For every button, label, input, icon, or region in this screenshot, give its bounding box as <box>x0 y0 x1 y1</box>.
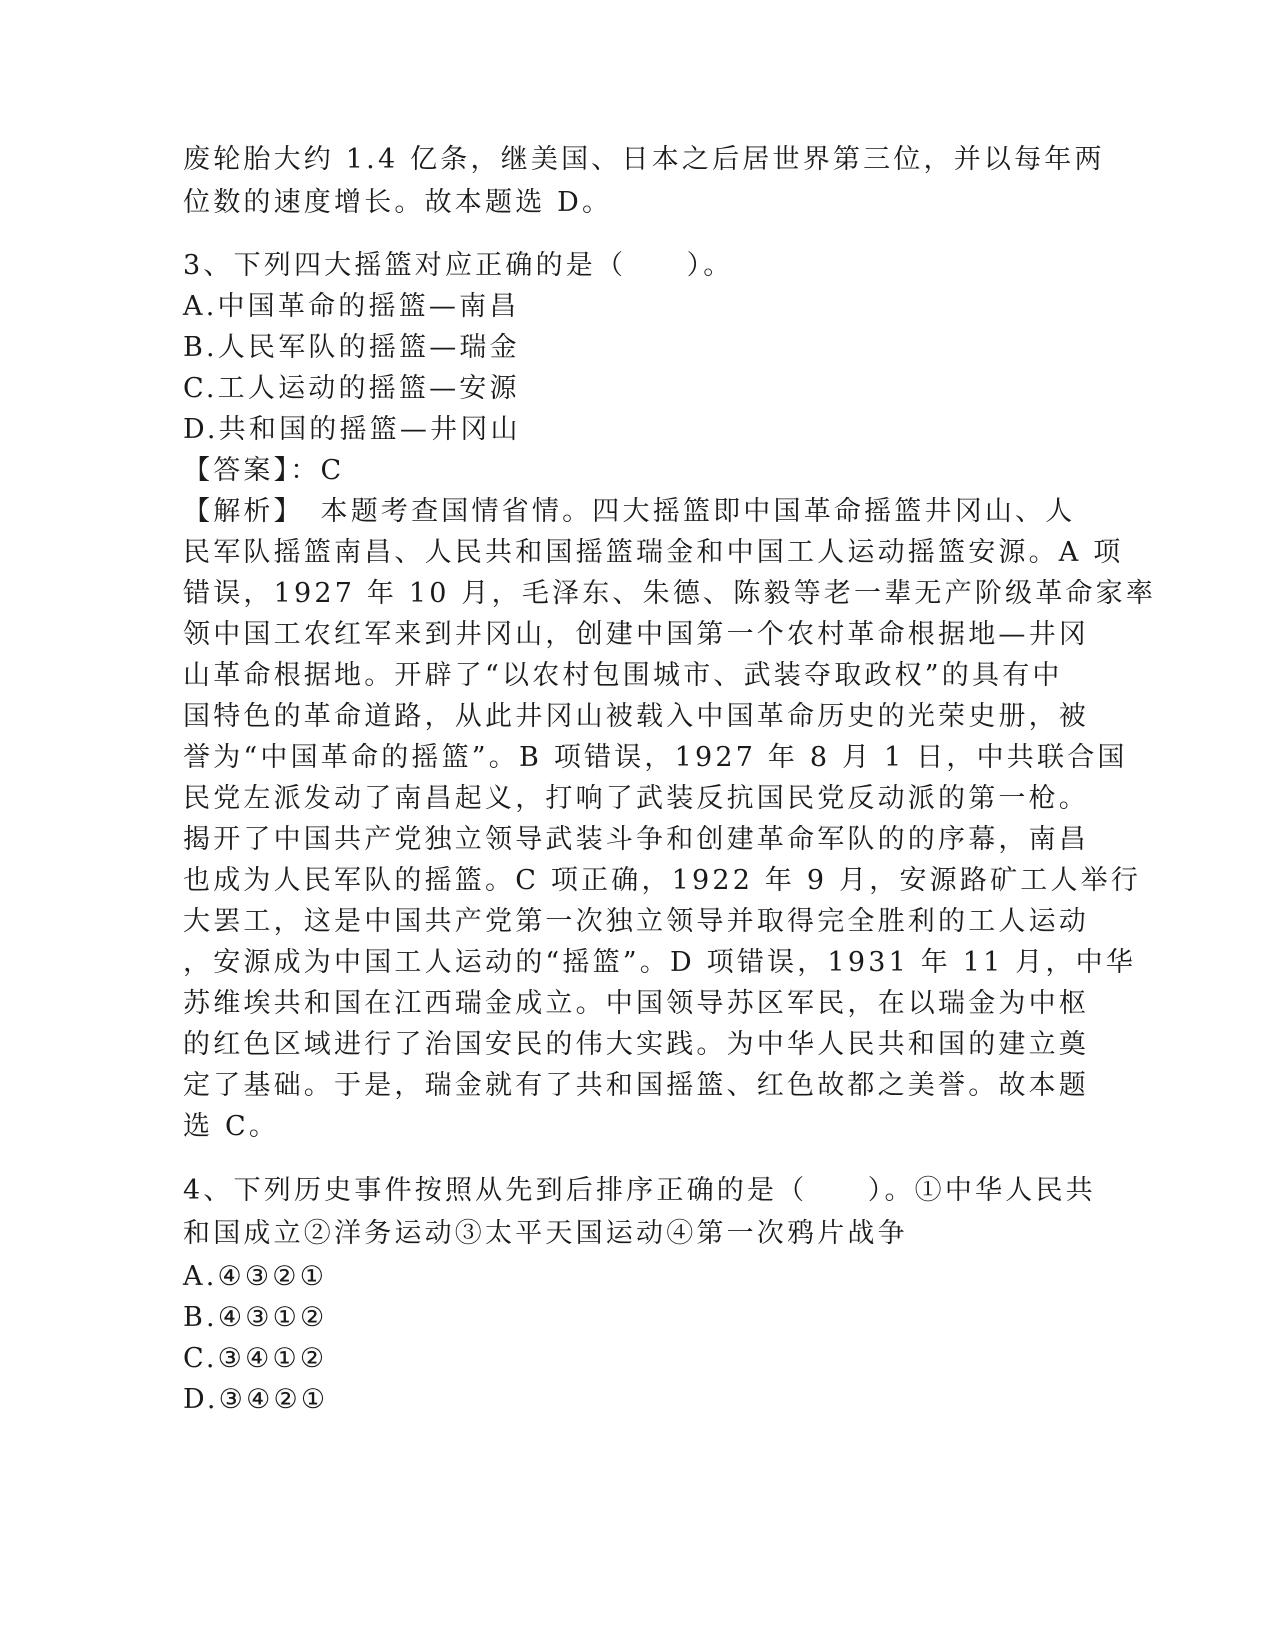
q3-analysis-line: 领中国工农红军来到井冈山，创建中国第一个农村革命根据地—井冈 <box>183 619 1089 650</box>
question-4-stem: 4、下列历史事件按照从先到后排序正确的是（ ）。①中华人民共 <box>183 1175 1096 1206</box>
q3-analysis-line: 民党左派发动了南昌起义，打响了武装反抗国民党反动派的第一枪。 <box>183 783 1089 814</box>
q3-analysis-line: ，安源成为中国工人运动的“摇篮”。D 项错误，1931 年 11 月，中华 <box>183 947 1137 978</box>
q3-analysis-line: 定了基础。于是，瑞金就有了共和国摇篮、红色故都之美誉。故本题 <box>183 1070 1089 1101</box>
q3-option-d: D.共和国的摇篮—井冈山 <box>183 414 521 445</box>
q3-option-b: B.人民军队的摇篮—瑞金 <box>183 332 520 363</box>
q4-option-a: A.④③②① <box>183 1261 328 1292</box>
question-3-stem: 3、下列四大摇篮对应正确的是（ ）。 <box>183 250 734 281</box>
q3-answer: 【答案】：C <box>183 455 345 486</box>
q4-option-d: D.③④②① <box>183 1384 329 1415</box>
q3-analysis-line: 苏维埃共和国在江西瑞金成立。中国领导苏区军民，在以瑞金为中枢 <box>183 988 1089 1019</box>
q4-option-b: B.④③①② <box>183 1302 328 1333</box>
q3-analysis-line: 誉为“中国革命的摇篮”。B 项错误，1927 年 8 月 1 日，中共联合国 <box>183 742 1128 773</box>
q3-analysis-line: 国特色的革命道路，从此井冈山被载入中国革命历史的光荣史册，被 <box>183 701 1089 732</box>
q3-analysis-line: 错误，1927 年 10 月，毛泽东、朱德、陈毅等老一辈无产阶级革命家率 <box>183 578 1157 609</box>
q4-option-c: C.③④①② <box>183 1343 328 1374</box>
q3-analysis-line: 大罢工，这是中国共产党第一次独立领导并取得完全胜利的工人运动 <box>183 906 1089 937</box>
q3-analysis-line: 【解析】 本题考查国情省情。四大摇篮即中国革命摇篮井冈山、人 <box>183 496 1076 527</box>
question-4-stem: 和国成立②洋务运动③太平天国运动④第一次鸦片战争 <box>183 1218 908 1249</box>
q3-analysis-line: 揭开了中国共产党独立领导武装斗争和创建革命军队的的序幕，南昌 <box>183 824 1089 855</box>
q3-analysis-line: 也成为人民军队的摇篮。C 项正确，1922 年 9 月，安源路矿工人举行 <box>183 865 1142 896</box>
q3-analysis-line: 的红色区域进行了治国安民的伟大实践。为中华人民共和国的建立奠 <box>183 1029 1089 1060</box>
q3-option-c: C.工人运动的摇篮—安源 <box>183 373 520 404</box>
q3-analysis-line: 选 C。 <box>183 1111 280 1142</box>
text-line: 废轮胎大约 1.4 亿条，继美国、日本之后居世界第三位，并以每年两 <box>183 144 1105 175</box>
q3-analysis-line: 民军队摇篮南昌、人民共和国摇篮瑞金和中国工人运动摇篮安源。A 项 <box>183 537 1124 568</box>
q3-option-a: A.中国革命的摇篮—南昌 <box>183 291 520 322</box>
text-line: 位数的速度增长。故本题选 D。 <box>183 187 613 218</box>
q3-analysis-line: 山革命根据地。开辟了“以农村包围城市、武装夺取政权”的具有中 <box>183 660 1063 691</box>
